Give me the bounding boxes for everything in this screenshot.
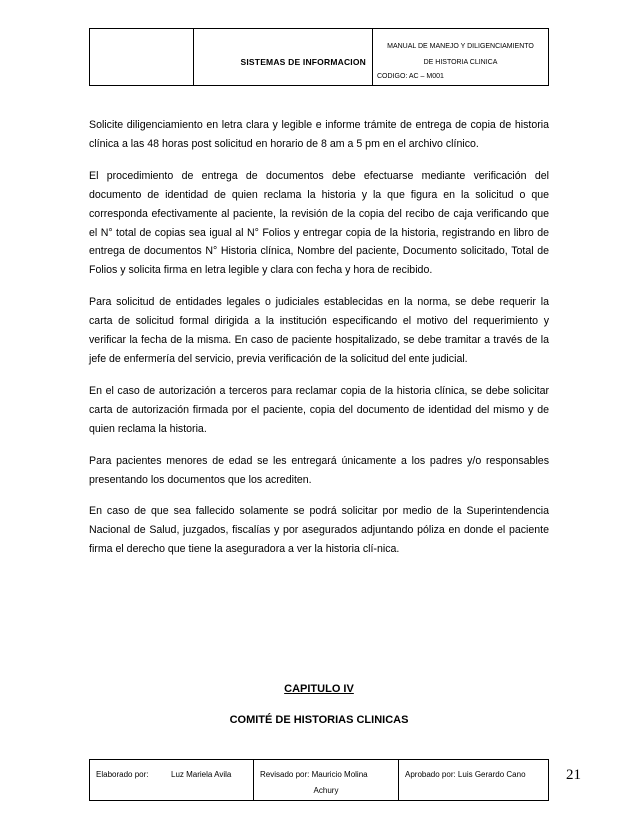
paragraph: Para pacientes menores de edad se les entregará únicamente a los padres y/o responsables presentando los documentos que los acrediten. — [89, 454, 549, 486]
chapter-number: CAPITULO IV — [284, 683, 354, 695]
chapter-title: COMITÉ DE HISTORIAS CLINICAS — [229, 714, 409, 726]
reviewed-by: Revisado por: Mauricio Molina — [260, 770, 368, 779]
header-system-cell — [194, 29, 373, 85]
paragraph: En caso de que sea fallecido solamente se podrá solicitar por medio de la Superintendencia Nacional de Salud, juzgados, fiscalías y por asegurados adjuntando póliza en donde el paciente firma el derecho que tiene la aseguradora a ver la historia clí-nica. — [89, 505, 549, 556]
system-title: SISTEMAS DE INFORMACION — [240, 57, 366, 67]
page-number: 21 — [566, 767, 581, 783]
approved-by: Aprobado por: Luis Gerardo Cano — [405, 770, 526, 779]
header-manual-cell — [373, 29, 548, 85]
header-table — [89, 28, 549, 86]
footer-approved-cell — [399, 760, 548, 800]
manual-title-line1: MANUAL DE MANEJO Y DILIGENCIAMIENTO — [387, 43, 534, 50]
footer-reviewed-cell — [254, 760, 399, 800]
paragraph: Solicite diligenciamiento en letra clara y legible e informe trámite de entrega de copia de historia clínica a las 48 horas post solicitud en horario de 8 am a 5 pm en el archivo clínico. — [89, 119, 549, 150]
reviewed-by-cont: Achury — [313, 786, 339, 795]
paragraph: El procedimiento de entrega de documentos debe efectuarse mediante verificación del documento de identidad de quien reclama la historia y la que figura en la solicitud o que corresponda efectivamente al paciente, la revisión de la copia del recibo de caja verificando que el N° total de copias sea igual al N° Folios y entregar copia de la historia, registrando en libro de entrega de documentos N° Historia clínica, Nombre del paciente, Documento solicitado, Total de Folios y solicita firma en letra legible y clara con fecha y hora de recibido. — [89, 169, 549, 277]
footer-table — [89, 759, 549, 801]
manual-title-line2: DE HISTORIA CLINICA — [423, 59, 498, 66]
header-logo-cell — [90, 29, 194, 85]
document-code: CODIGO: AC – M001 — [377, 73, 444, 80]
prepared-label: Elaborado por: — [96, 770, 149, 779]
paragraph: Para solicitud de entidades legales o judiciales establecidas en la norma, se debe requerir la carta de solicitud formal dirigida a la institución especificando el motivo del requerimiento y verificar la fecha de la misma. En caso de paciente hospitalizado, se debe tramitar a través de la jefe de enfermería del servicio, previa verificación de la solicitud del ente judicial. — [89, 296, 549, 365]
prepared-name: Luz Mariela Avila — [171, 770, 232, 779]
paragraph: En el caso de autorización a terceros para reclamar copia de la historia clínica, se debe solicitar carta de autorización firmada por el paciente, copia del documento de identidad del mismo y de quien reclama la historia. — [89, 384, 549, 435]
footer-prepared-cell — [90, 760, 254, 800]
body-text — [89, 116, 549, 559]
